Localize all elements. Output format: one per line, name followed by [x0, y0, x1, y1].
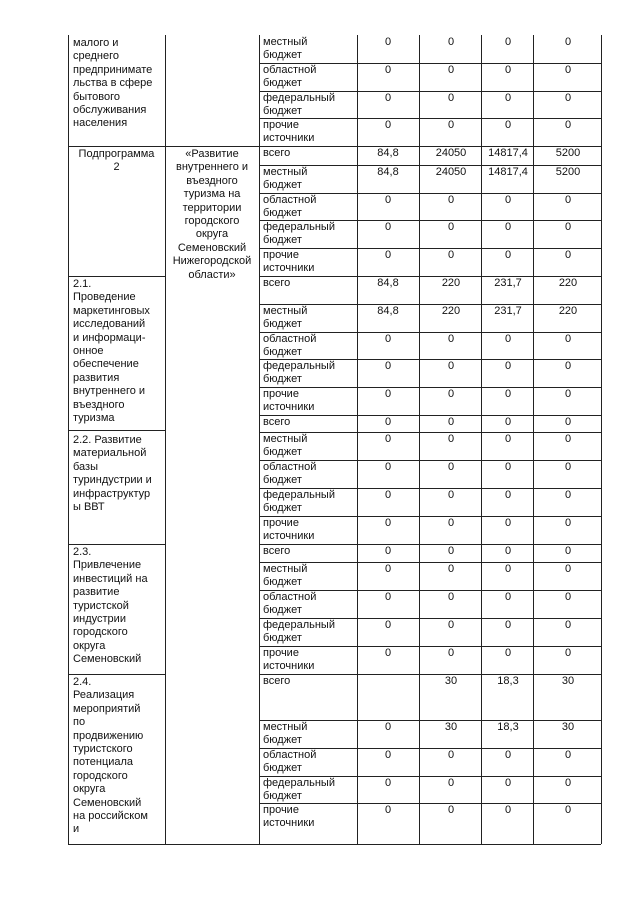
amount-cell: 0 [384, 119, 392, 131]
funding-source: прочие источники [263, 388, 315, 414]
amount-cell: 0 [447, 333, 455, 345]
funding-source: всего [263, 416, 291, 428]
amount-cell: 0 [504, 249, 512, 261]
item-label-top: малого и среднего предпринимате льства в сфере бытового обслуживания населения [73, 37, 153, 130]
amount-cell: 0 [564, 333, 572, 345]
amount-cell: 0 [384, 749, 392, 761]
amount-cell: 0 [447, 545, 455, 557]
amount-cell: 0 [564, 804, 572, 816]
funding-source: всего [263, 545, 291, 557]
funding-source: прочие источники [263, 517, 315, 543]
funding-source: прочие источники [263, 804, 315, 830]
funding-source: местный бюджет [263, 36, 308, 62]
funding-source: федеральный бюджет [263, 777, 335, 803]
funding-source: всего [263, 675, 291, 687]
grid-line-horizontal [259, 387, 601, 388]
funding-source: местный бюджет [263, 305, 308, 331]
amount-cell: 0 [384, 92, 392, 104]
amount-cell: 0 [564, 591, 572, 603]
funding-source: федеральный бюджет [263, 619, 335, 645]
grid-line-horizontal [259, 618, 601, 619]
amount-cell: 0 [447, 221, 455, 233]
item-label-2-3: 2.3. Привлечение инвестиций на развитие туристской индустрии городского округа Семеновский [73, 546, 148, 666]
amount-cell: 0 [564, 489, 572, 501]
amount-cell: 0 [504, 194, 512, 206]
funding-source: федеральный бюджет [263, 360, 335, 386]
grid-line-horizontal [259, 562, 601, 563]
amount-cell: 24050 [435, 166, 467, 178]
item-label-2-4: 2.4. Реализация мероприятий по продвижению туристского потенциала городского округа Семеновский на российском и [73, 676, 148, 836]
amount-cell: 0 [564, 388, 572, 400]
grid-line-horizontal [259, 544, 601, 545]
funding-source: прочие источники [263, 249, 315, 275]
amount-cell: 14817,4 [488, 166, 528, 178]
amount-cell: 0 [504, 619, 512, 631]
funding-source: областной бюджет [263, 591, 317, 617]
amount-cell: 0 [447, 489, 455, 501]
amount-cell: 0 [384, 64, 392, 76]
amount-cell: 0 [384, 461, 392, 473]
amount-cell: 0 [384, 433, 392, 445]
amount-cell: 0 [504, 461, 512, 473]
grid-line-horizontal [165, 146, 259, 147]
subprogram-name: «Развитие внутреннего и въездного туризма на территории городского округа Семеновский Нижегородской области» [172, 148, 252, 281]
grid-line-horizontal [259, 63, 601, 64]
amount-cell: 0 [447, 416, 455, 428]
amount-cell: 231,7 [494, 277, 522, 289]
amount-cell: 231,7 [494, 305, 522, 317]
item-label-2-1: 2.1. Проведение маркетинговых исследований и информаци- онное обеспечение развития внутреннего и въездного туризма [73, 278, 150, 425]
amount-cell: 0 [384, 221, 392, 233]
amount-cell: 0 [504, 416, 512, 428]
amount-cell: 24050 [435, 147, 467, 159]
grid-line-horizontal [259, 359, 601, 360]
amount-cell: 0 [447, 777, 455, 789]
grid-line-vertical [481, 35, 482, 844]
amount-cell: 0 [504, 388, 512, 400]
amount-cell: 0 [384, 517, 392, 529]
grid-line-vertical [165, 35, 166, 844]
amount-cell: 0 [447, 591, 455, 603]
funding-source: областной бюджет [263, 333, 317, 359]
grid-line-vertical [533, 35, 534, 844]
amount-cell: 0 [384, 545, 392, 557]
amount-cell: 0 [447, 360, 455, 372]
amount-cell: 0 [564, 749, 572, 761]
amount-cell: 84,8 [377, 147, 399, 159]
amount-cell: 0 [564, 360, 572, 372]
grid-line-horizontal [259, 748, 601, 749]
amount-cell: 0 [447, 64, 455, 76]
amount-cell: 0 [447, 36, 455, 48]
amount-cell: 0 [564, 221, 572, 233]
amount-cell: 30 [561, 675, 575, 687]
funding-source: федеральный бюджет [263, 489, 335, 515]
amount-cell: 0 [504, 777, 512, 789]
amount-cell: 0 [504, 804, 512, 816]
grid-line-vertical [68, 35, 69, 844]
grid-line-vertical [601, 35, 602, 844]
amount-cell: 0 [447, 619, 455, 631]
amount-cell: 0 [384, 36, 392, 48]
amount-cell: 0 [447, 194, 455, 206]
amount-cell: 0 [564, 619, 572, 631]
funding-source: местный бюджет [263, 433, 308, 459]
grid-line-vertical [419, 35, 420, 844]
amount-cell: 0 [564, 92, 572, 104]
amount-cell: 0 [447, 433, 455, 445]
amount-cell: 0 [384, 388, 392, 400]
amount-cell: 84,8 [377, 277, 399, 289]
amount-cell: 5200 [555, 147, 581, 159]
amount-cell: 0 [384, 777, 392, 789]
amount-cell: 0 [504, 647, 512, 659]
amount-cell: 0 [384, 804, 392, 816]
amount-cell: 0 [384, 619, 392, 631]
amount-cell: 0 [564, 517, 572, 529]
amount-cell: 0 [447, 563, 455, 575]
amount-cell: 0 [384, 416, 392, 428]
grid-line-horizontal [259, 146, 601, 147]
funding-source: местный бюджет [263, 166, 308, 192]
amount-cell: 0 [384, 647, 392, 659]
amount-cell: 30 [444, 721, 458, 733]
amount-cell: 0 [447, 749, 455, 761]
amount-cell: 0 [504, 545, 512, 557]
amount-cell: 0 [504, 333, 512, 345]
amount-cell: 0 [447, 647, 455, 659]
amount-cell: 220 [441, 277, 461, 289]
amount-cell: 0 [504, 563, 512, 575]
grid-line-vertical [357, 35, 358, 844]
amount-cell: 0 [384, 360, 392, 372]
amount-cell: 0 [504, 360, 512, 372]
amount-cell: 0 [564, 777, 572, 789]
funding-source: федеральный бюджет [263, 92, 335, 118]
amount-cell: 0 [564, 64, 572, 76]
grid-line-horizontal [259, 304, 601, 305]
grid-line-horizontal [259, 165, 601, 166]
amount-cell: 0 [384, 194, 392, 206]
amount-cell: 0 [504, 591, 512, 603]
amount-cell: 0 [564, 194, 572, 206]
subprogram-label: Подпрограмма 2 [78, 148, 155, 174]
amount-cell: 0 [384, 249, 392, 261]
funding-source: прочие источники [263, 119, 315, 145]
amount-cell: 0 [504, 64, 512, 76]
grid-line-horizontal [68, 544, 165, 545]
amount-cell: 0 [564, 249, 572, 261]
amount-cell: 18,3 [497, 675, 519, 687]
funding-source: прочие источники [263, 647, 315, 673]
grid-line-horizontal [68, 146, 165, 147]
amount-cell: 0 [564, 416, 572, 428]
funding-source: всего [263, 277, 291, 289]
grid-line-horizontal [68, 430, 165, 431]
amount-cell: 84,8 [377, 305, 399, 317]
grid-line-horizontal [259, 803, 601, 804]
amount-cell: 18,3 [497, 721, 519, 733]
amount-cell: 0 [564, 545, 572, 557]
amount-cell: 0 [447, 804, 455, 816]
amount-cell: 0 [447, 461, 455, 473]
grid-line-horizontal [259, 432, 601, 433]
grid-line-horizontal [259, 248, 601, 249]
grid-line-horizontal [68, 276, 165, 277]
amount-cell: 0 [504, 749, 512, 761]
amount-cell: 0 [564, 36, 572, 48]
amount-cell: 220 [441, 305, 461, 317]
grid-line-horizontal [68, 844, 601, 845]
amount-cell: 0 [384, 591, 392, 603]
amount-cell: 14817,4 [488, 147, 528, 159]
grid-line-horizontal [259, 276, 601, 277]
grid-line-horizontal [259, 332, 601, 333]
grid-line-horizontal [259, 776, 601, 777]
grid-line-horizontal [259, 460, 601, 461]
amount-cell: 0 [447, 249, 455, 261]
grid-line-horizontal [259, 720, 601, 721]
amount-cell: 0 [504, 517, 512, 529]
grid-line-horizontal [259, 488, 601, 489]
amount-cell: 0 [504, 433, 512, 445]
grid-line-horizontal [259, 118, 601, 119]
funding-source: местный бюджет [263, 721, 308, 747]
grid-line-horizontal [259, 516, 601, 517]
amount-cell: 0 [384, 563, 392, 575]
amount-cell: 0 [564, 119, 572, 131]
funding-source: областной бюджет [263, 194, 317, 220]
amount-cell: 0 [564, 647, 572, 659]
grid-line-horizontal [259, 674, 601, 675]
amount-cell: 0 [447, 119, 455, 131]
amount-cell: 0 [504, 36, 512, 48]
grid-line-horizontal [259, 220, 601, 221]
amount-cell: 220 [558, 305, 578, 317]
amount-cell: 0 [564, 461, 572, 473]
amount-cell: 0 [447, 92, 455, 104]
amount-cell [357, 674, 419, 720]
amount-cell: 0 [564, 563, 572, 575]
amount-cell: 0 [384, 721, 392, 733]
amount-cell: 0 [504, 221, 512, 233]
grid-line-horizontal [68, 674, 165, 675]
funding-source: областной бюджет [263, 461, 317, 487]
amount-cell: 0 [504, 92, 512, 104]
amount-cell: 30 [561, 721, 575, 733]
amount-cell: 5200 [555, 166, 581, 178]
funding-source: областной бюджет [263, 64, 317, 90]
amount-cell: 0 [564, 433, 572, 445]
amount-cell: 0 [504, 489, 512, 501]
grid-line-vertical [259, 35, 260, 844]
amount-cell: 0 [504, 119, 512, 131]
amount-cell: 0 [447, 517, 455, 529]
amount-cell: 0 [447, 388, 455, 400]
funding-source: областной бюджет [263, 749, 317, 775]
amount-cell: 30 [444, 675, 458, 687]
amount-cell: 220 [558, 277, 578, 289]
funding-source: местный бюджет [263, 563, 308, 589]
grid-line-horizontal [259, 646, 601, 647]
grid-line-horizontal [259, 193, 601, 194]
amount-cell: 0 [384, 333, 392, 345]
funding-source: федеральный бюджет [263, 221, 335, 247]
item-label-2-2: 2.2. Развитие материальной базы туриндустрии и инфраструктур ы ВВТ [73, 434, 152, 514]
grid-line-horizontal [259, 91, 601, 92]
amount-cell: 0 [384, 489, 392, 501]
grid-line-horizontal [259, 415, 601, 416]
amount-cell: 84,8 [377, 166, 399, 178]
grid-line-horizontal [259, 590, 601, 591]
funding-source: всего [263, 147, 291, 159]
